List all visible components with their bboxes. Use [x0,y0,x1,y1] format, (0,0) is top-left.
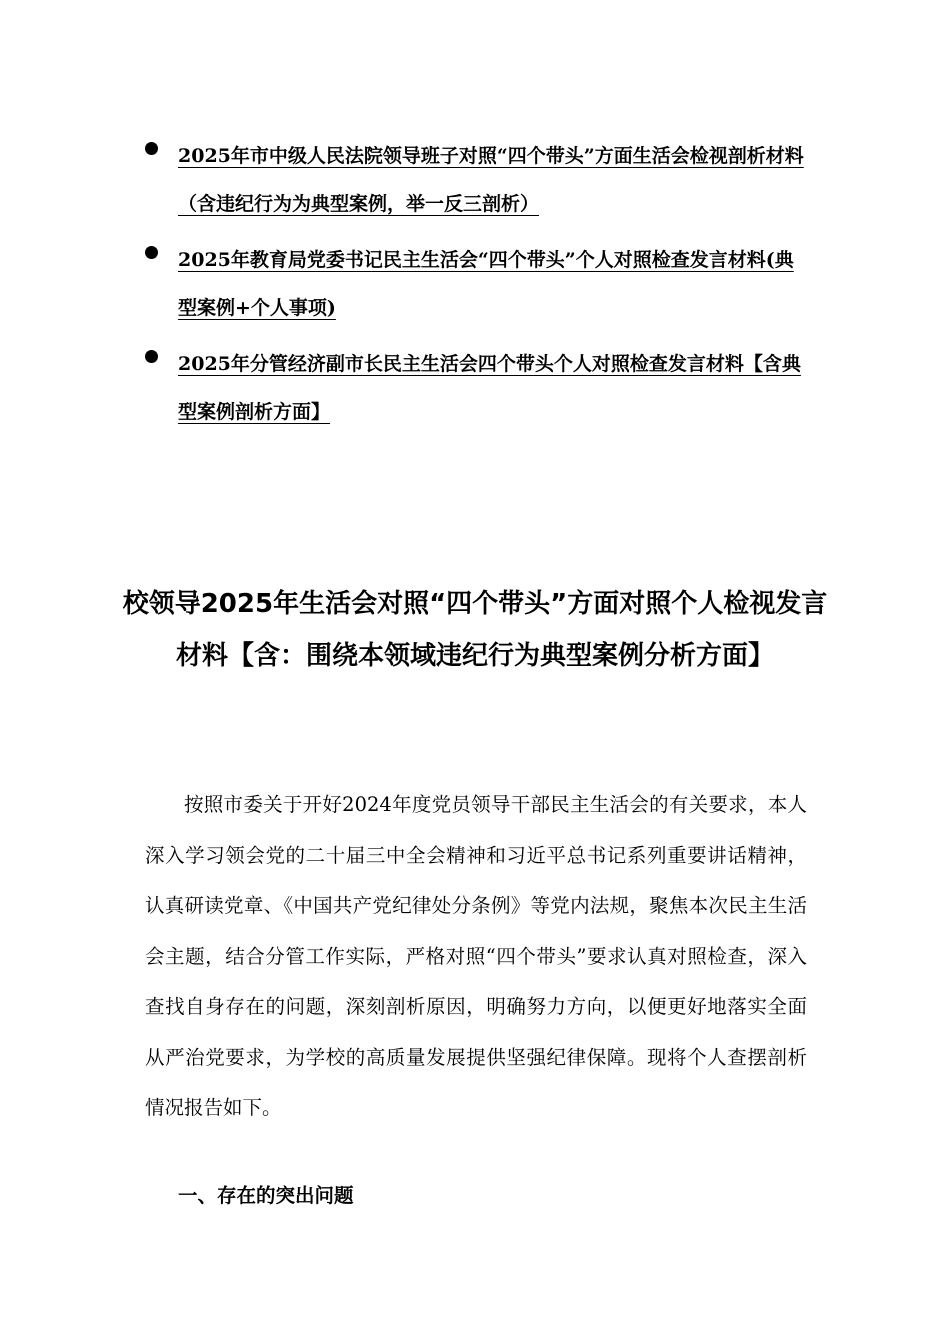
related-link-item[interactable] [145,132,805,228]
related-link[interactable]: 2025年教育局党委书记民主生活会“四个带头”个人对照检查发言材料(典型案例+个人事项) [178,249,794,319]
bullet-icon [145,350,158,363]
bullet-icon [145,142,158,155]
section-heading: 一、存在的突出问题 [178,1184,354,1207]
related-link-item[interactable] [145,340,805,436]
related-link-item[interactable] [145,236,805,332]
document-title: 校领导2025年生活会对照“四个带头”方面对照个人检视发言材料【含：围绕本领域违纪行为典型案例分析方面】 [122,589,828,671]
related-link[interactable]: 2025年市中级人民法院领导班子对照“四个带头”方面生活会检视剖析材料（含违纪行为为典型案例，举一反三剖析） [178,145,804,215]
intro-paragraph: 按照市委关于开好2024年度党员领导干部民主生活会的有关要求，本人深入学习领会党的二十届三中全会精神和习近平总书记系列重要讲话精神，认真研读党章、《中国共产党纪律处分条例》等党内法规，聚焦本次民主生活会主题，结合分管工作实际，严格对照“四个带头”要求认真对照检查，深入查找自身存在的问题，深刻剖析原因，明确努力方向，以便更好地落实全面从严治党要求，为学校的高质量发展提供坚强纪律保障。现将个人查摆剖析情况报告如下。 [145,793,807,1119]
related-links-list [145,132,805,444]
bullet-icon [145,246,158,259]
related-link[interactable]: 2025年分管经济副市长民主生活会四个带头个人对照检查发言材料【含典型案例剖析方面】 [178,353,801,423]
